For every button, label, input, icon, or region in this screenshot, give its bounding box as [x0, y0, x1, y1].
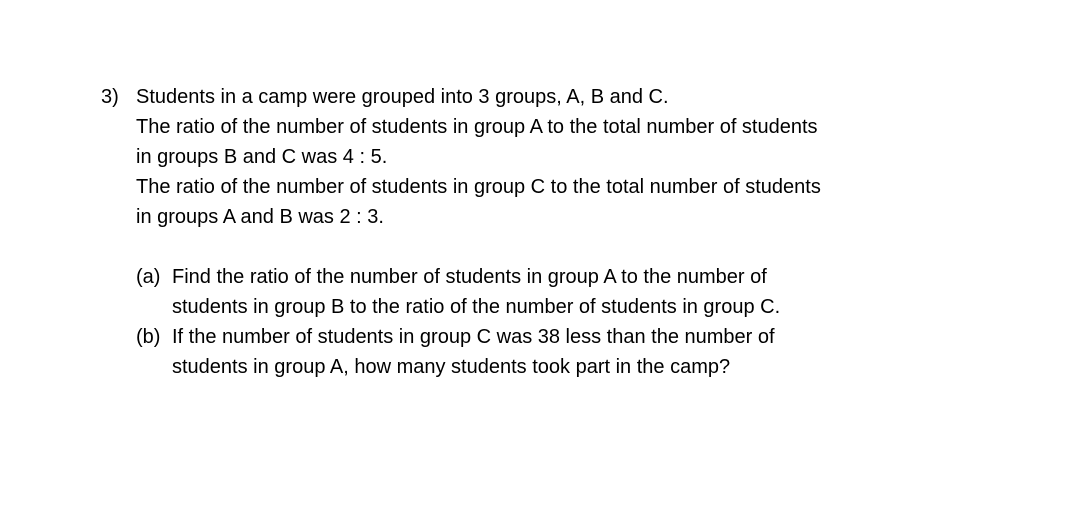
part-a-label: (a) [136, 266, 161, 288]
stem-line-1: Students in a camp were grouped into 3 groups, A, B and C. [136, 86, 669, 108]
stem-line-3: in groups B and C was 4 : 5. [136, 146, 388, 168]
stem-line-5: in groups A and B was 2 : 3. [136, 206, 384, 228]
part-b [136, 322, 1001, 382]
question-number: 3) [101, 86, 119, 108]
question-3 [101, 82, 1001, 382]
section-gap [136, 232, 1001, 262]
part-b-line-1: If the number of students in group C was 38 less than the number of [172, 326, 775, 348]
question-stem [101, 82, 1001, 382]
part-b-line-2: students in group A, how many students took part in the camp? [172, 356, 731, 378]
part-b-label: (b) [136, 326, 161, 348]
part-a-line-1: Find the ratio of the number of students in group A to the number of [172, 266, 767, 288]
part-a-line-2: students in group B to the ratio of the number of students in group C. [172, 296, 781, 318]
part-a [136, 262, 1001, 322]
stem-line-2: The ratio of the number of students in group A to the total number of students [136, 116, 818, 138]
stem-line-4: The ratio of the number of students in group C to the total number of students [136, 176, 821, 198]
